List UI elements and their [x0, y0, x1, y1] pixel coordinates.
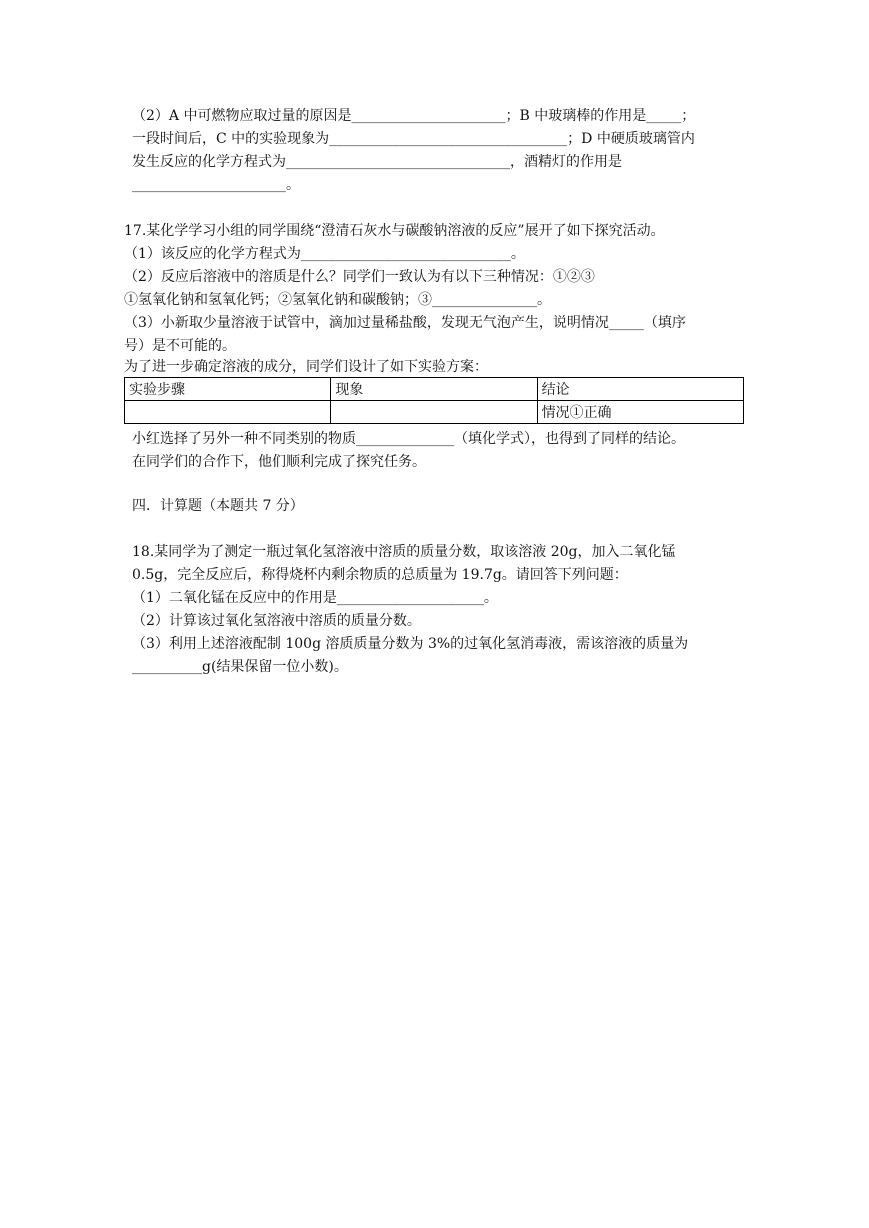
table-cell — [125, 401, 331, 424]
q18-part3-line1: （3）利用上述溶液配制 100g 溶质质量分数为 3%的过氧化氢消毒液，需该溶液的质量为 — [132, 636, 689, 652]
table-cell — [331, 401, 537, 424]
q16-part2-line2: 一段时间后，C 中的实验现象为__________________________________；D 中硬质玻璃管内 — [132, 131, 695, 147]
q17-after-line1: 小红选择了另外一种不同类别的物质______________（填化学式），也得到了同样的结论。 — [132, 431, 685, 447]
experiment-table — [124, 377, 744, 424]
q16-part2-line3: 发生反应的化学方程式为________________________________，酒精灯的作用是 — [132, 154, 622, 170]
q17-part3-line1: （3）小新取少量溶液于试管中，滴加过量稀盐酸，发现无气泡产生，说明情况_____（填序 — [124, 315, 686, 331]
q17-part2-line2: ①氢氧化钠和氢氧化钙；②氢氧化钠和碳酸钠；③_______________。 — [124, 292, 551, 308]
q18-line2: 0.5g，完全反应后，称得烧杯内剩余物质的总质量为 19.7g。请回答下列问题： — [132, 567, 628, 583]
table-header-cell: 现象 — [331, 378, 537, 401]
q18-part1: （1）二氧化锰在反应中的作用是_____________________。 — [132, 590, 498, 606]
q17-part3-line2: 号）是不可能的。 — [124, 338, 236, 354]
table-cell: 情况①正确 — [537, 401, 743, 424]
q17-intro: 17.某化学学习小组的同学围绕“澄清石灰水与碳酸钠溶液的反应”展开了如下探究活动。 — [124, 223, 665, 239]
table-header-cell: 实验步骤 — [125, 378, 331, 401]
q17-after-line2: 在同学们的合作下，他们顺利完成了探究任务。 — [132, 454, 426, 470]
table-header-cell: 结论 — [537, 378, 743, 401]
q18-part3-line2: __________g(结果保留一位小数)。 — [132, 659, 348, 675]
q16-part2-line4: ______________________。 — [132, 177, 300, 193]
table-header-row — [125, 378, 744, 401]
q18-part2: （2）计算该过氧化氢溶液中溶质的质量分数。 — [132, 613, 421, 629]
table-row — [125, 401, 744, 424]
q16-part2-line1: （2）A 中可燃物应取过量的原因是______________________；B 中玻璃棒的作用是_____； — [132, 108, 696, 124]
q17-part2-line1: （2）反应后溶液中的溶质是什么？同学们一致认为有以下三种情况：①②③ — [124, 269, 595, 285]
q18-line1: 18.某同学为了测定一瓶过氧化氢溶液中溶质的质量分数，取该溶液 20g，加入二氧化锰 — [132, 544, 676, 560]
q17-plan-intro: 为了进一步确定溶液的成分，同学们设计了如下实验方案： — [124, 359, 488, 375]
section-title: 四．计算题（本题共 7 分） — [132, 498, 304, 514]
q17-part1: （1）该反应的化学方程式为______________________________。 — [124, 246, 525, 262]
